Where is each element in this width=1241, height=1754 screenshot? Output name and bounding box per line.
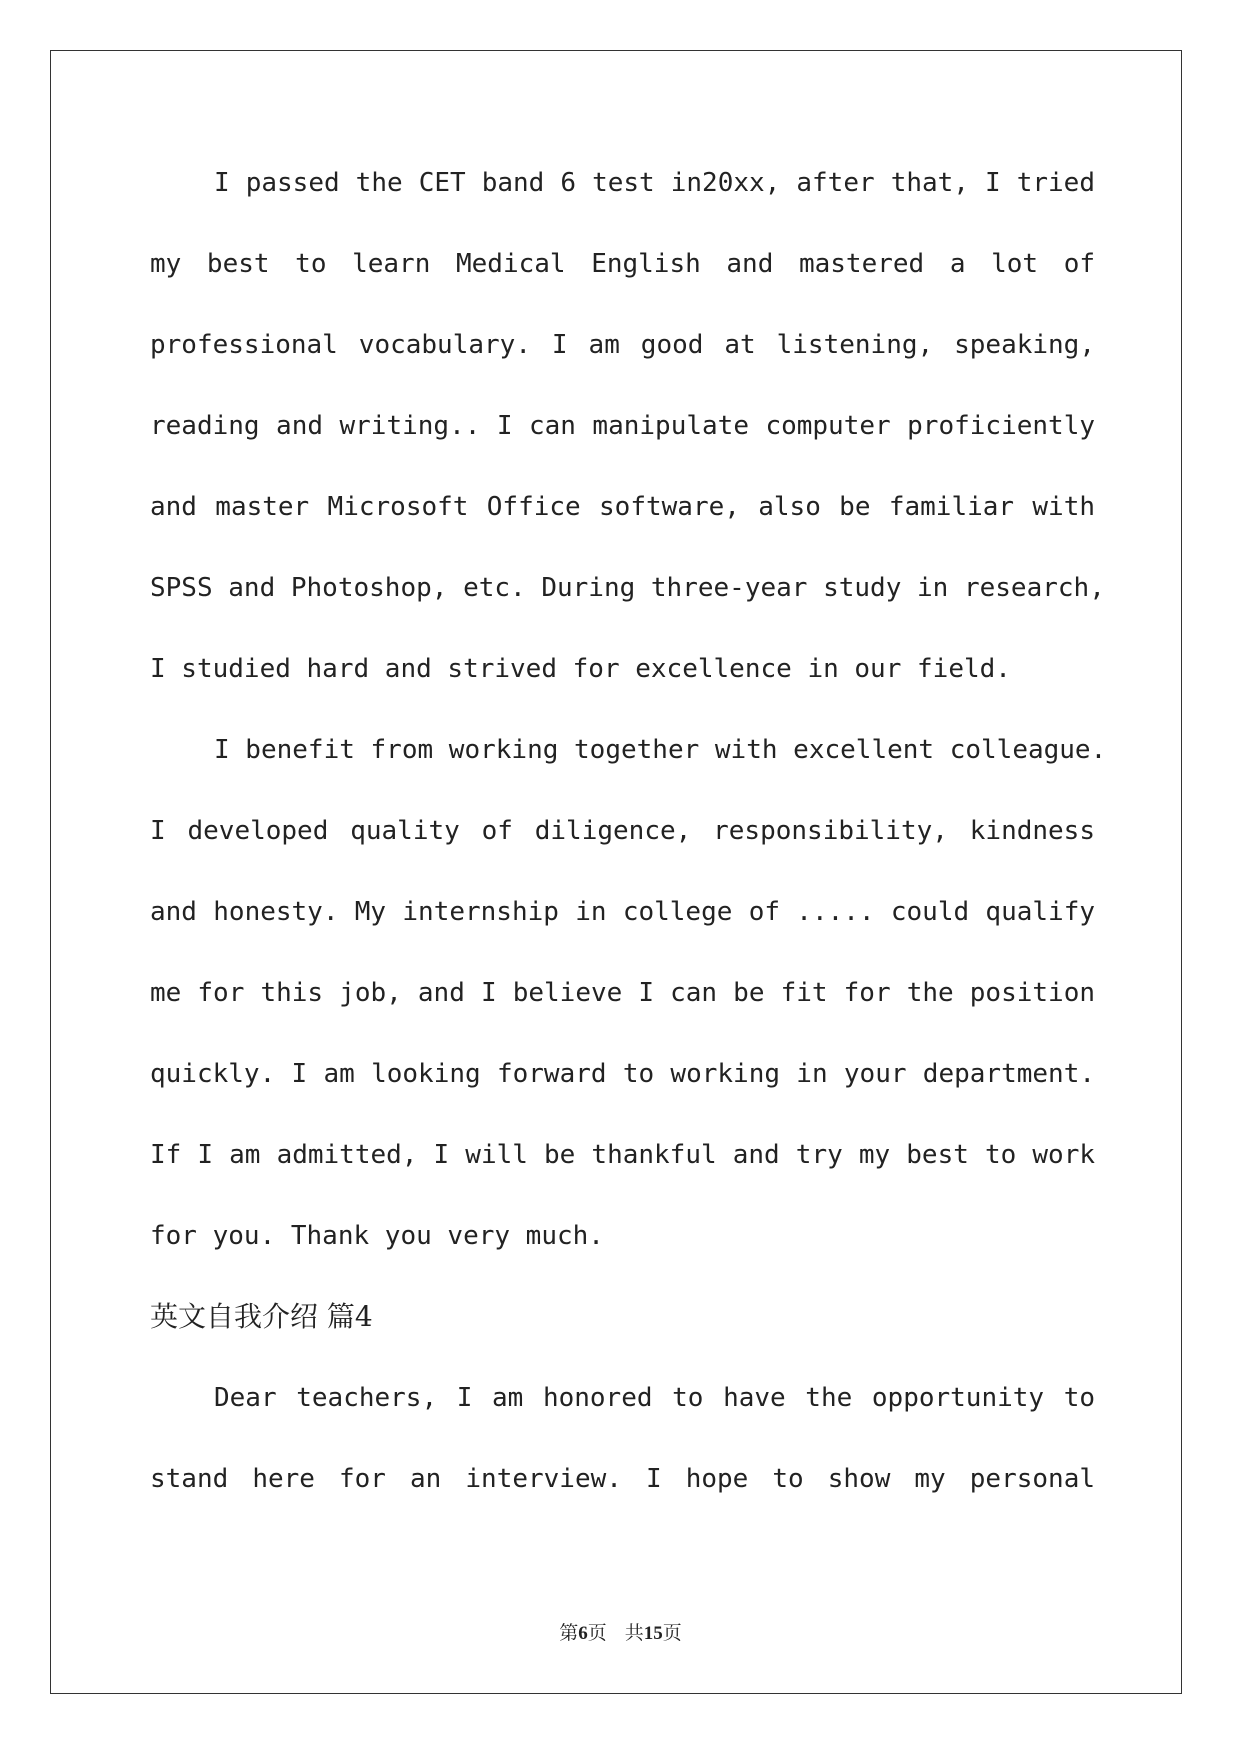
text-line: SPSS and Photoshop, etc. During three-year study in research,	[150, 573, 1105, 603]
text-line: I benefit from working together with excellent colleague.	[214, 735, 1107, 765]
text-line: stand here for an interview. I hope to show my personal	[150, 1464, 1095, 1494]
text-line: I studied hard and strived for excellence in our field.	[150, 654, 1011, 684]
text-line: professional vocabulary. I am good at listening, speaking,	[150, 330, 1095, 360]
text-line: for you. Thank you very much.	[150, 1221, 604, 1251]
text-line: my best to learn Medical English and mastered a lot of	[150, 249, 1095, 279]
document-body	[150, 165, 1107, 1542]
footer-page-suffix: 页	[587, 1623, 607, 1644]
footer-prefix: 第	[559, 1623, 579, 1644]
total-page-count: 15	[643, 1623, 663, 1644]
text-line: If I am admitted, I will be thankful and try my best to work	[150, 1140, 1095, 1170]
footer-total-suffix: 页	[662, 1623, 682, 1644]
text-line: I developed quality of diligence, responsibility, kindness	[150, 816, 1095, 846]
text-line: and master Microsoft Office software, also be familiar with	[150, 492, 1095, 522]
footer-total-prefix: 共	[624, 1623, 644, 1644]
text-line: I passed the CET band 6 test in20xx, after that, I tried	[214, 168, 1095, 198]
text-line: and honesty. My internship in college of ..... could qualify	[150, 897, 1095, 927]
text-line: quickly. I am looking forward to working in your department.	[150, 1059, 1095, 1089]
text-line: Dear teachers, I am honored to have the opportunity to	[214, 1383, 1095, 1413]
text-line: reading and writing.. I can manipulate computer proficiently	[150, 411, 1095, 441]
section-heading: 英文自我介绍 篇4	[150, 1300, 373, 1333]
text-line: me for this job, and I believe I can be fit for the position	[150, 978, 1095, 1008]
page-number-footer	[0, 1618, 1241, 1645]
current-page-number: 6	[578, 1623, 588, 1644]
